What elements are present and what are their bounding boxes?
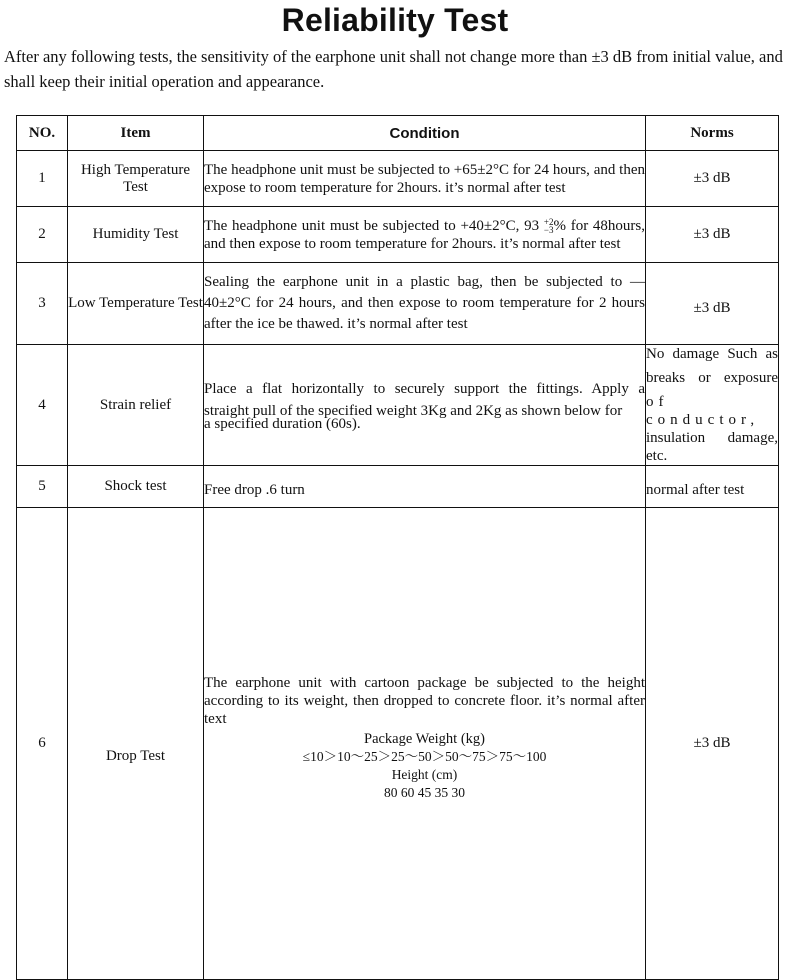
row-condition: Free drop .6 turn — [204, 466, 646, 508]
norms-line: insulation damage, — [646, 430, 778, 446]
row-item: Shock test — [68, 466, 204, 508]
table-row — [17, 345, 779, 466]
norms-line: breaks or exposure — [646, 370, 778, 386]
condition-part: The headphone unit must be subjected to +40±2°C, 93 — [204, 217, 540, 234]
row-condition: Sealing the earphone unit in a plastic bag, then be subjected to — 40±2°C for 24 hours, and then expose to room temperature for 2 hours after the ice be thawed. it’s normal after test — [204, 263, 646, 345]
row-norms: normal after test — [646, 466, 779, 508]
condition-line: straight pull of the specified weight 3Kg and 2Kg as shown below for — [204, 402, 623, 419]
row-condition — [204, 508, 646, 980]
intro-paragraph: After any following tests, the sensitivity of the earphone unit shall not change more than ±3 dB from initial value, and shall keep their initial operation and appearance. — [4, 47, 783, 91]
norms-line: etc. — [646, 448, 668, 464]
row-no: 6 — [17, 508, 68, 980]
row-no: 4 — [17, 345, 68, 466]
row-no: 5 — [17, 466, 68, 508]
norms-line: No damage Such as — [646, 346, 778, 362]
row-condition — [204, 207, 646, 263]
condition-line: Place a flat horizontally to securely support the fittings. Apply a — [204, 380, 645, 397]
package-weight-values: ≤10＞10～25＞25～50＞50～75＞75～100 — [302, 748, 547, 764]
condition-line: a specified duration (60s). — [204, 415, 361, 432]
header-item: Item — [68, 116, 204, 151]
table-header-row — [17, 116, 779, 151]
row-item: Humidity Test — [68, 207, 204, 263]
package-weight-label: Package Weight (kg) — [364, 730, 485, 747]
row-item: Drop Test — [68, 508, 204, 980]
header-norms: Norms — [646, 116, 779, 151]
table-row — [17, 263, 779, 345]
table-row — [17, 207, 779, 263]
row-no: 2 — [17, 207, 68, 263]
tolerance-upper: +2 — [543, 217, 554, 228]
table-row — [17, 466, 779, 508]
row-norms — [646, 345, 779, 466]
reliability-table — [16, 115, 779, 980]
table-row — [17, 151, 779, 207]
table-row — [17, 508, 779, 980]
row-no: 3 — [17, 263, 68, 345]
row-item: Strain relief — [68, 345, 204, 466]
condition-part: % for 48hours, and then expose to room temperature for 2hours. it’s normal after test — [204, 217, 646, 252]
row-norms: ±3 dB — [646, 151, 779, 207]
row-condition: The headphone unit must be subjected to +65±2°C for 24 hours, and then expose to room temperature for 2hours. it’s normal after test — [204, 151, 646, 207]
row-item: High Temperature Test — [68, 151, 204, 207]
tolerance-lower: −3 — [543, 225, 554, 236]
row-no: 1 — [17, 151, 68, 207]
row-condition — [204, 345, 646, 466]
height-values: 80 60 45 35 30 — [384, 784, 465, 800]
drop-weight-table — [204, 730, 645, 802]
row-norms: ±3 dB — [646, 508, 779, 980]
norms-line: of conductor, — [646, 394, 760, 428]
header-no: NO. — [17, 116, 68, 151]
header-condition: Condition — [204, 116, 646, 151]
row-item: Low Temperature Test — [68, 263, 204, 345]
height-label: Height (cm) — [391, 766, 458, 782]
page-title: Reliability Test — [281, 2, 509, 38]
row-norms: ±3 dB — [646, 207, 779, 263]
row-norms: ±3 dB — [646, 263, 779, 345]
drop-test-description: The earphone unit with cartoon package be subjected to the height according to its weight, then dropped to concrete floor. it’s normal after text — [204, 674, 645, 727]
